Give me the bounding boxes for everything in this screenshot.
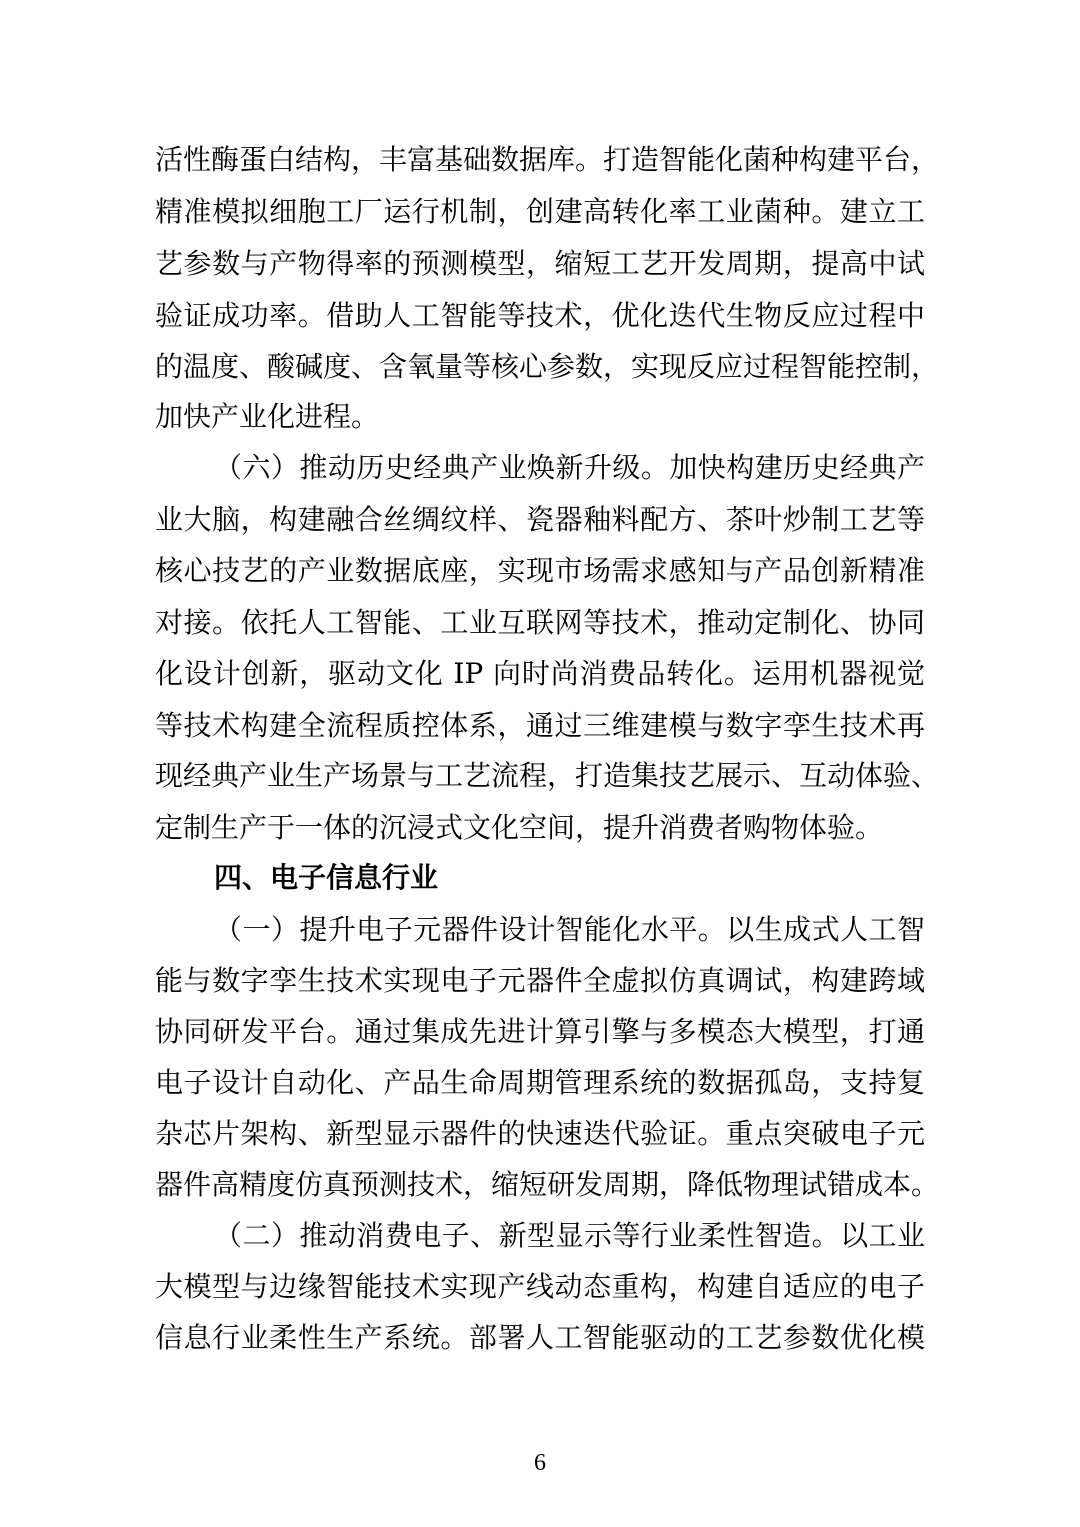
text-line: 现经典产业生产场景与工艺流程，打造集技艺展示、互动体验、 bbox=[155, 759, 940, 792]
text-line: 验证成功率。借助人工智能等技术，优化迭代生物反应过程中 bbox=[155, 299, 925, 332]
text-line: （一）提升电子元器件设计智能化水平。以生成式人工智 bbox=[214, 913, 925, 946]
text-line: 能与数字孪生技术实现电子元器件全虚拟仿真调试，构建跨域 bbox=[155, 964, 925, 997]
page-number: 6 bbox=[534, 1450, 546, 1476]
text-line: 协同研发平台。通过集成先进计算引擎与多模态大模型，打通 bbox=[155, 1015, 925, 1048]
text-line: 精准模拟细胞工厂运行机制，创建高转化率工业菌种。建立工 bbox=[155, 195, 925, 228]
text-line: 杂芯片架构、新型显示器件的快速迭代验证。重点突破电子元 bbox=[155, 1117, 925, 1150]
text-line: 活性酶蛋白结构，丰富基础数据库。打造智能化菌种构建平台， bbox=[155, 143, 940, 176]
text-line: （二）推动消费电子、新型显示等行业柔性智造。以工业 bbox=[214, 1219, 925, 1252]
text-line: 加快产业化进程。 bbox=[155, 400, 380, 433]
text-line: 等技术构建全流程质控体系，通过三维建模与数字孪生技术再 bbox=[155, 709, 925, 742]
text-line: 艺参数与产物得率的预测模型，缩短工艺开发周期，提高中试 bbox=[155, 247, 925, 280]
text-line: 对接。依托人工智能、工业互联网等技术，推动定制化、协同 bbox=[155, 606, 925, 639]
text-line: 大模型与边缘智能技术实现产线动态重构，构建自适应的电子 bbox=[155, 1270, 925, 1303]
text-line: 化设计创新，驱动文化 IP 向时尚消费品转化。运用机器视觉 bbox=[155, 657, 925, 690]
text-line: 业大脑，构建融合丝绸纹样、瓷器釉料配方、茶叶炒制工艺等 bbox=[155, 503, 925, 536]
section-heading: 四、电子信息行业 bbox=[214, 861, 439, 894]
text-line: 核心技艺的产业数据底座，实现市场需求感知与产品创新精准 bbox=[155, 554, 925, 587]
text-line: 的温度、酸碱度、含氧量等核心参数，实现反应过程智能控制， bbox=[155, 350, 940, 383]
text-line: （六）推动历史经典产业焕新升级。加快构建历史经典产 bbox=[214, 451, 925, 484]
text-line: 信息行业柔性生产系统。部署人工智能驱动的工艺参数优化模 bbox=[155, 1321, 925, 1354]
text-line: 电子设计自动化、产品生命周期管理系统的数据孤岛，支持复 bbox=[155, 1066, 925, 1099]
text-line: 定制生产于一体的沉浸式文化空间，提升消费者购物体验。 bbox=[155, 811, 884, 844]
text-line: 器件高精度仿真预测技术，缩短研发周期，降低物理试错成本。 bbox=[155, 1168, 940, 1201]
